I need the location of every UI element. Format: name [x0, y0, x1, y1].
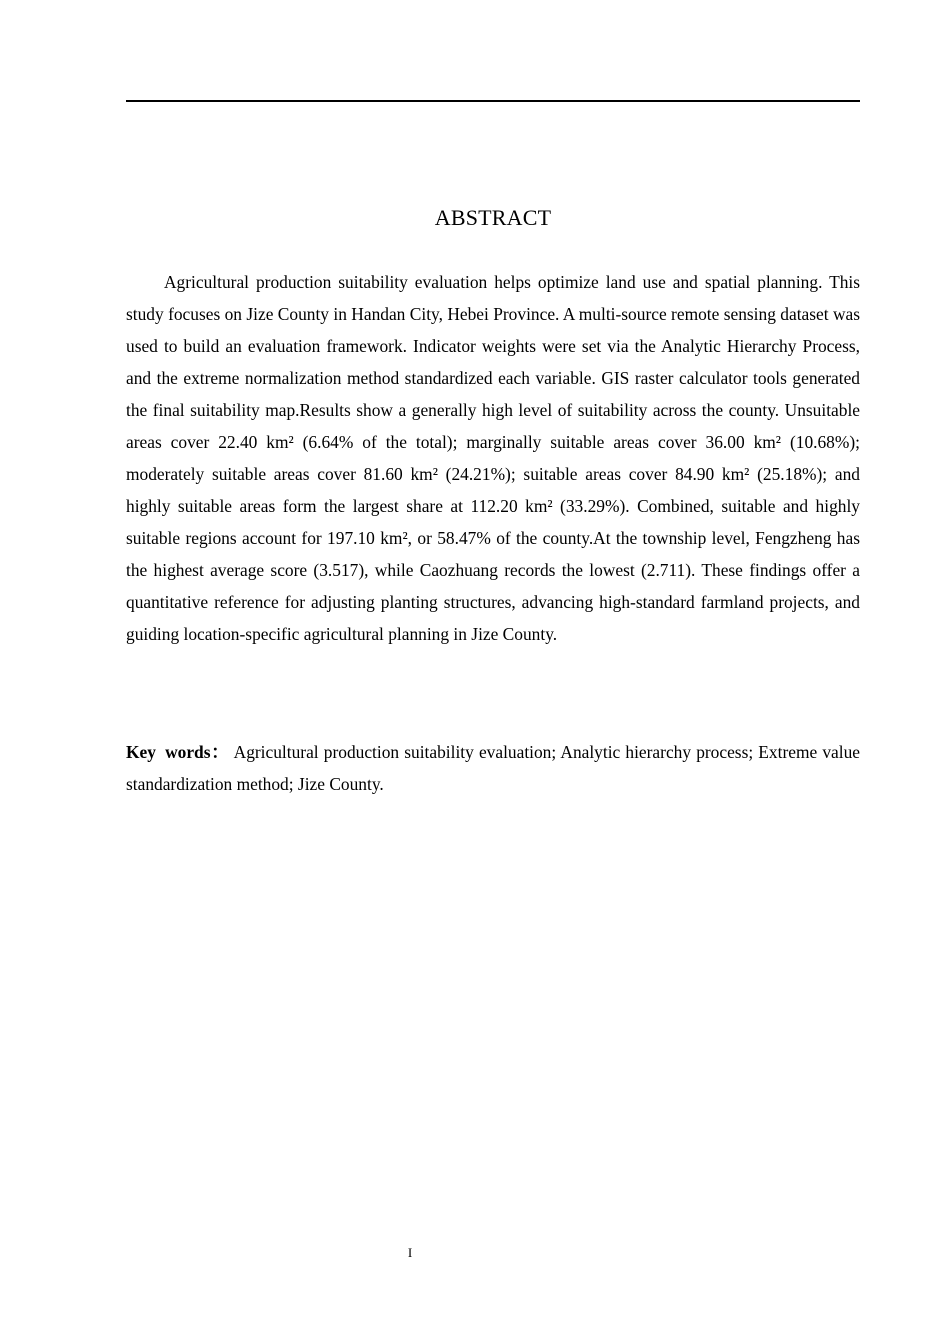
abstract-paragraph: Agricultural production suitability evaluation helps optimize land use and spatial planning. This study focuses on Jize County in Handan City, Hebei Province. A multi-source remote sensing dataset was used to build an evaluation framework. Indicator weights were set via the Analytic Hierarchy Process, and the extreme normalization method standardized each variable. GIS raster calculator tools generated the final suitability map.Results show a generally high level of suitability across the county. Unsuitable areas cover 22.40 km² (6.64% of the total); marginally suitable areas cover 36.00 km² (10.68%); moderately suitable areas cover 81.60 km² (24.21%); suitable areas cover 84.90 km² (25.18%); and highly suitable areas form the largest share at 112.20 km² (33.29%). Combined, suitable and highly suitable regions account for 197.10 km², or 58.47% of the county.At the township level, Fengzheng has the highest average score (3.517), while Caozhuang records the lowest (2.711). These findings offer a quantitative reference for adjusting planting structures, advancing high-standard farmland projects, and guiding location-specific agricultural planning in Jize County. — [126, 272, 860, 644]
keywords-label: Key words： — [126, 742, 230, 762]
page-number: I — [407, 1245, 413, 1260]
abstract-title: ABSTRACT — [434, 205, 552, 230]
keywords-line — [126, 736, 860, 800]
keywords-text: Agricultural production suitability evaluation; Analytic hierarchy process; Extreme value standardization method; Jize County. — [126, 742, 861, 794]
header-rule — [126, 100, 860, 102]
